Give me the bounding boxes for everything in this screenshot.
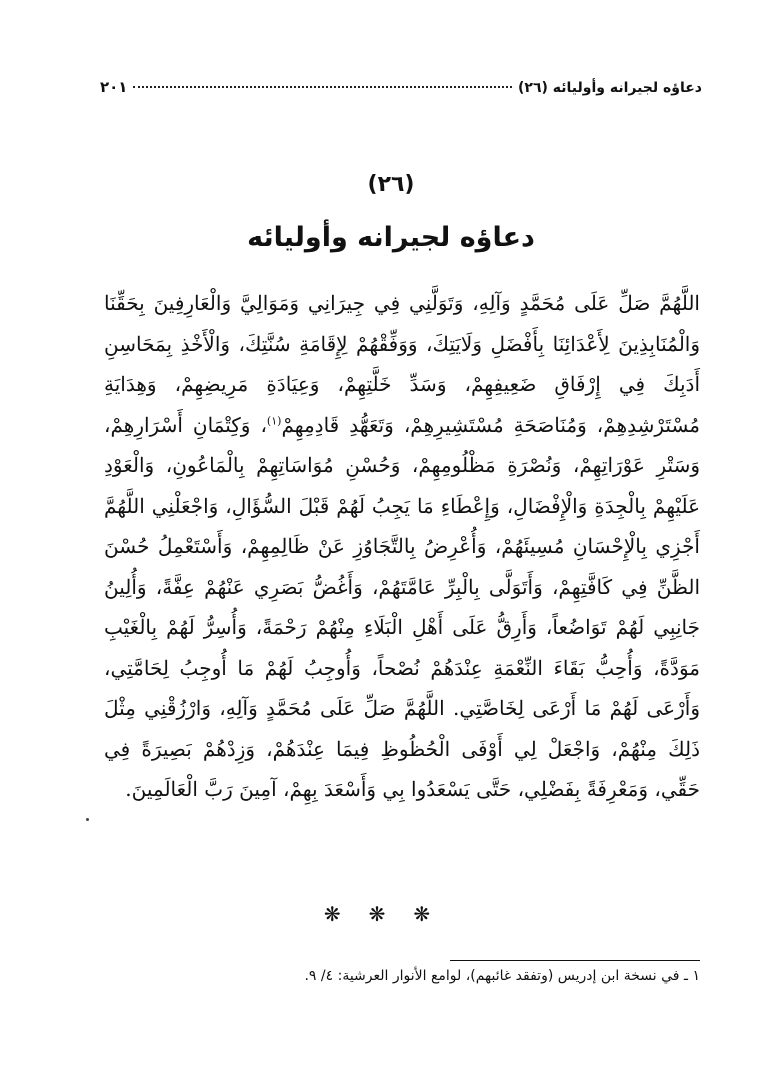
chapter-number: (٢٦) [367, 172, 415, 197]
footnote-divider [450, 960, 700, 961]
supplication-text [104, 283, 700, 810]
running-header-title: دعاؤه لجيرانه وأوليائه (٢٦) [518, 80, 702, 96]
footnote: ١ ـ في نسخة ابن إدريس (وتفقد غائبهم)، لوامع الأنوار العرشية: ٤/ ٩. [304, 968, 700, 984]
page-number: ٢٠١ [100, 78, 128, 96]
supplication-part-1: اللَّهُمَّ صَلِّ عَلَى مُحَمَّدٍ وَآلِهِ، وَتَوَلَّنِي فِي جِيرَانِي وَمَوَالِيَّ وَالْعَارِفِينَ بِحَقِّنَا وَالْمُنَابِذِينَ لِأَعْدَائِنَا بِأَفْضَلِ وَلَايَتِكَ، وَوَفِّقْهُمْ لِإِقَامَةِ سُنَّتِكَ، وَالْأَخْذِ بِمَحَاسِنِ أَدَبِكَ فِي إِرْفَاقِ ضَعِيفِهِمْ، وَسَدِّ خَلَّتِهِمْ، وَعِيَادَةِ مَرِيضِهِمْ، وَهِدَايَةِ مُسْتَرْشِدِهِمْ، وَمُنَاصَحَةِ مُسْتَشِيرِهِمْ، وَتَعَهُّدِ قَادِمِهِمْ [104, 291, 700, 437]
chapter-title: دعاؤه لجيرانه وأوليائه [247, 222, 535, 253]
running-header [100, 78, 702, 100]
margin-dot [86, 818, 89, 821]
dotted-leader [133, 86, 512, 88]
supplication-part-2: ، وَكِتْمَانِ أَسْرَارِهِمْ، وَسَتْرِ عَوْرَاتِهِمْ، وَنُصْرَةِ مَظْلُومِهِمْ، وَحُسْنِ مُوَاسَاتِهِمْ بِالْمَاعُونِ، وَالْعَوْدِ عَلَيْهِمْ بِالْجِدَةِ وَالْإِفْضَالِ، وَإِعْطَاءِ مَا يَجِبُ لَهُمْ قَبْلَ السُّؤَالِ، وَاجْعَلْنِي اللَّهُمَّ أَجْزِي بِالْإِحْسَانِ مُسِيئَهُمْ، وَأُعْرِضُ بِالتَّجَاوُزِ عَنْ ظَالِمِهِمْ، وَأَسْتَعْمِلُ حُسْنَ الظَّنِّ فِي كَافَّتِهِمْ، وَأَتَوَلَّى بِالْبِرِّ عَامَّتَهُمْ، وَأَغُضُّ بَصَرِي عَنْهُمْ عِفَّةً، وَأُلِينُ جَانِبِي لَهُمْ تَوَاضُعاً، وَأَرِقُّ عَلَى أَهْلِ الْبَلَاءِ مِنْهُمْ رَحْمَةً، وَأُسِرُّ لَهُمْ بِالْغَيْبِ مَوَدَّةً، وَأُحِبُّ بَقَاءَ النِّعْمَةِ عِنْدَهُمْ نُصْحاً، وَأُوجِبُ لَهُمْ مَا أُوجِبُ لِحَامَّتِي، وَأَرْعَى لَهُمْ مَا أَرْعَى لِخَاصَّتِي. اللَّهُمَّ صَلِّ عَلَى مُحَمَّدٍ وَآلِهِ، وَارْزُقْنِي مِثْلَ ذَلِكَ مِنْهُمْ، وَاجْعَلْ لِي أَوْفَى الْحُظُوظِ فِيمَا عِنْدَهُمْ، وَزِدْهُمْ بَصِيرَةً فِي حَقِّي، وَمَعْرِفَةً بِفَضْلِي، حَتَّى يَسْعَدُوا بِي وَأَسْعَدَ بِهِمْ، آمِينَ رَبَّ الْعَالَمِينَ. [104, 412, 700, 801]
ornament-separator: ❋❋❋ [323, 902, 459, 926]
footnote-marker[interactable]: (١) [266, 413, 282, 427]
